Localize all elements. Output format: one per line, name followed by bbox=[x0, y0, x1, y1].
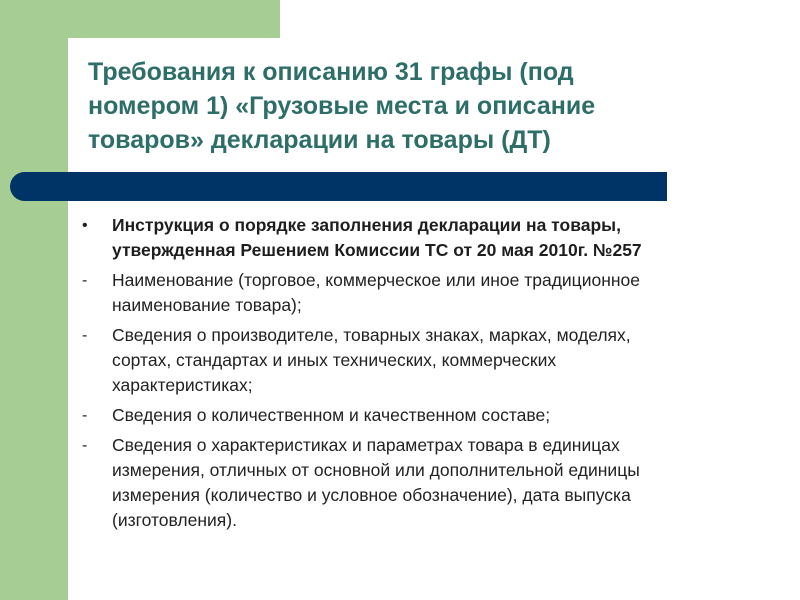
list-item-text: Сведения о количественном и качественном составе; bbox=[112, 405, 551, 425]
dash-icon: - bbox=[82, 327, 88, 344]
list-item-instruction bbox=[80, 213, 680, 263]
bullet-list bbox=[80, 213, 680, 538]
dash-icon: - bbox=[82, 437, 88, 454]
list-item bbox=[80, 323, 680, 398]
slide-title: Требования к описанию 31 графы (под номером 1) «Грузовые места и описание товаров» декларации на товары (ДТ) bbox=[88, 58, 596, 154]
dash-icon: - bbox=[82, 272, 88, 289]
bullet-icon: • bbox=[82, 217, 88, 234]
list-item bbox=[80, 268, 680, 318]
list-item-text: Сведения о характеристиках и параметрах товара в единицах измерения, отличных от основной или дополнительной единицы измерения (количество и условное обозначение), дата выпуска (изготовления). bbox=[112, 435, 640, 530]
dash-icon: - bbox=[82, 407, 88, 424]
list-item-text: Инструкция о порядке заполнения декларации на товары, утвержденная Решением Комиссии ТС от 20 мая 2010г. №257 bbox=[112, 215, 642, 260]
title-underline-bar bbox=[10, 172, 667, 201]
list-item-text: Наименование (торговое, коммерческое или иное традиционное наименование товара); bbox=[112, 270, 640, 315]
list-item bbox=[80, 403, 680, 428]
list-item bbox=[80, 433, 680, 533]
list-item-text: Сведения о производителе, товарных знаках, марках, моделях, сортах, стандартах и иных технических, коммерческих характеристиках; bbox=[112, 325, 631, 395]
